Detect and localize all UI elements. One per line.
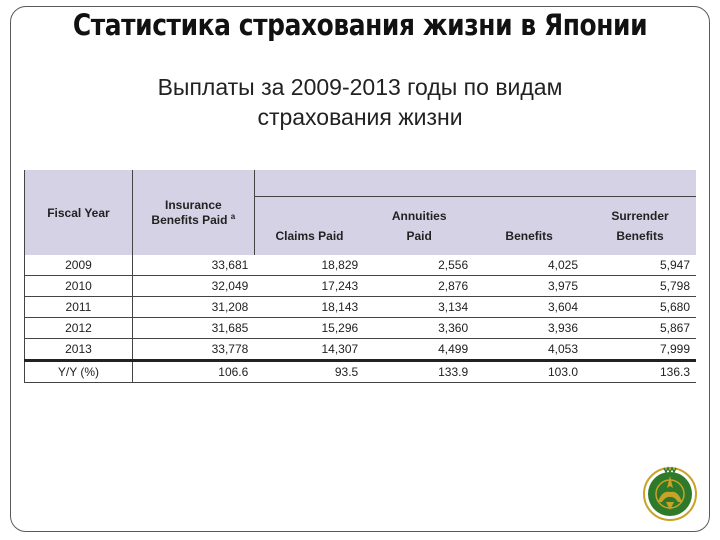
cell-claims: 14,307 [254,339,364,361]
cell-annuities: 3,360 [364,318,474,339]
cell-surrender: 5,947 [584,255,696,276]
cell-insurance: 31,685 [132,318,254,339]
slide-subtitle [0,72,720,132]
cell-claims: 18,829 [254,255,364,276]
table-row [25,318,697,339]
cell-yoy-claims: 93.5 [254,361,364,383]
cell-yoy-annuities: 133.9 [364,361,474,383]
cell-annuities: 4,499 [364,339,474,361]
subtitle-line-1: Выплаты за 2009-2013 годы по видам [157,74,563,100]
cell-insurance: 31,208 [132,297,254,318]
cell-yoy-surrender: 136.3 [584,361,696,383]
cell-claims: 18,143 [254,297,364,318]
table-row [25,297,697,318]
cell-benefits: 3,975 [474,276,584,297]
cell-year: 2011 [25,297,133,318]
table-row [25,255,697,276]
cell-claims: 15,296 [254,318,364,339]
cell-benefits: 4,053 [474,339,584,361]
table-row-yoy [25,361,697,383]
cell-yoy-insurance: 106.6 [132,361,254,383]
cell-insurance: 32,049 [132,276,254,297]
cell-annuities: 3,134 [364,297,474,318]
benefits-table [24,170,696,383]
cell-year: 2012 [25,318,133,339]
cell-claims: 17,243 [254,276,364,297]
cell-year: 2009 [25,255,133,276]
cell-benefits: 4,025 [474,255,584,276]
cell-year: 2013 [25,339,133,361]
table-row [25,339,697,361]
cell-yoy-benefits: 103.0 [474,361,584,383]
cell-surrender: 5,867 [584,318,696,339]
header-insurance-benefits: Insurance Benefits Paid $^a$ [132,170,254,255]
header-annuities-paid: Annuities Paid [364,197,474,256]
table-row [25,276,697,297]
header-spacer [254,170,696,197]
cell-surrender: 7,999 [584,339,696,361]
header-benefits: Benefits [474,197,584,256]
cell-yoy-label: Y/Y (%) [25,361,133,383]
cell-insurance: 33,778 [132,339,254,361]
cell-year: 2010 [25,276,133,297]
subtitle-line-2: страхования жизни [257,104,463,130]
slide-title: Статистика страхования жизни в Японии [72,8,648,42]
cell-annuities: 2,556 [364,255,474,276]
cell-insurance: 33,681 [132,255,254,276]
cell-benefits: 3,936 [474,318,584,339]
cell-benefits: 3,604 [474,297,584,318]
cell-surrender: 5,798 [584,276,696,297]
header-fiscal-year: Fiscal Year [25,170,133,255]
header-surrender-benefits: Surrender Benefits [584,197,696,256]
kazakhstan-emblem-icon [640,462,700,522]
header-claims-paid: Claims Paid [254,197,364,256]
cell-annuities: 2,876 [364,276,474,297]
cell-surrender: 5,680 [584,297,696,318]
